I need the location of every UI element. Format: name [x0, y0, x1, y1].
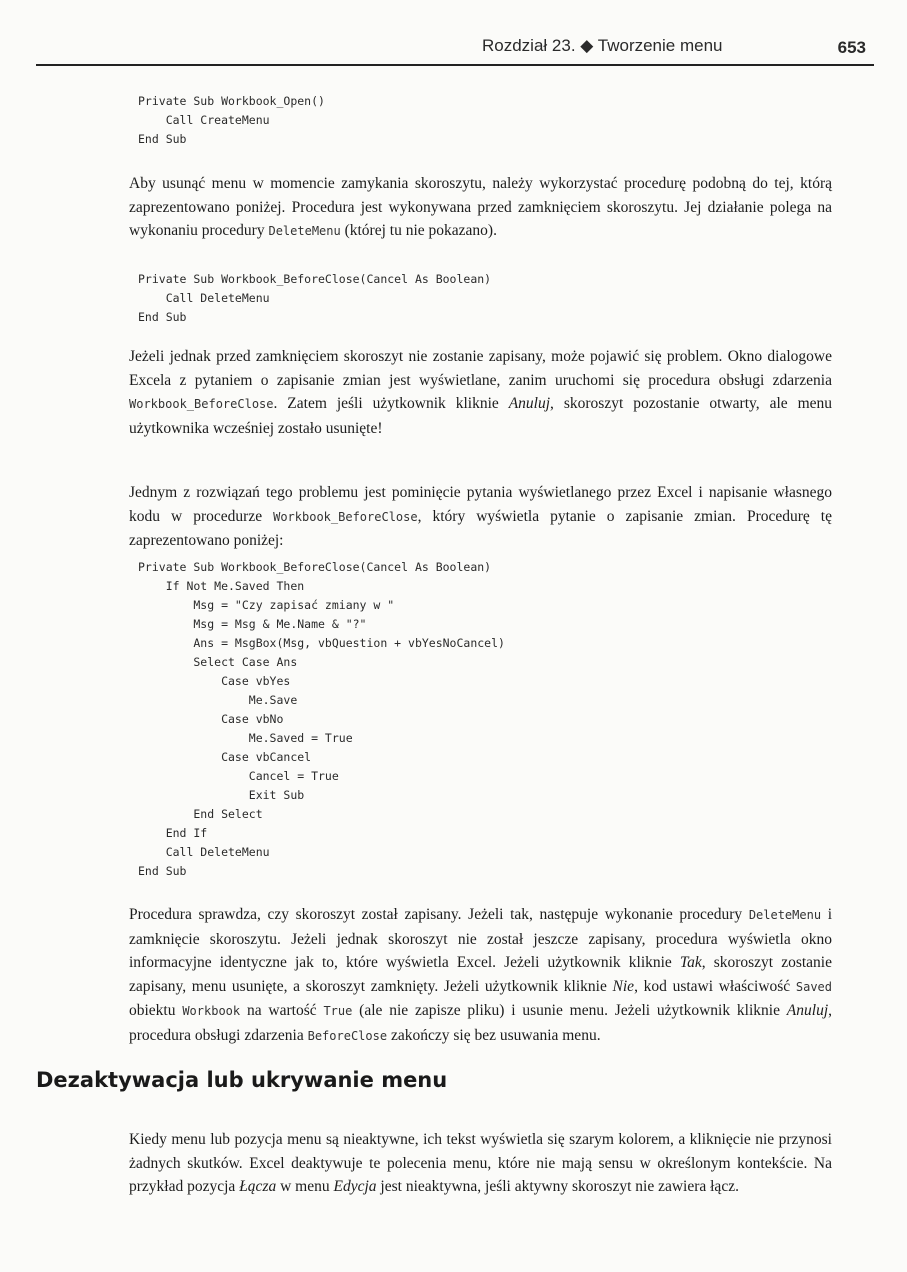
text: obiektu [129, 1002, 183, 1019]
code-ref: Saved [795, 979, 832, 994]
page-number: 653 [837, 38, 866, 57]
code-listing-before-close-simple: Private Sub Workbook_BeforeClose(Cancel As Boolean) Call DeleteMenu End Sub [138, 272, 492, 324]
code-listing-before-close-full: Private Sub Workbook_BeforeClose(Cancel As Boolean) If Not Me.Saved Then Msg = "Czy zapisać zmiany w " Msg = Msg & Me.Name & "?" Ans = MsgBox(Msg, vbQuestion + vbYesNoCancel) Select Case Ans Case vbYes Me.Save Case vbNo Me.Saved = True Case vbCancel Cancel = True Exit Sub End Select End If Call DeleteMenu End Sub [138, 560, 505, 878]
text: (której tu nie pokazano). [340, 222, 497, 239]
text: , kod ustawi właściwość [634, 977, 796, 995]
code-ref: Workbook_BeforeClose [129, 397, 274, 411]
text: . Zatem jeśli użytkownik kliknie [273, 395, 509, 412]
ui-term: Anuluj [508, 395, 551, 412]
paragraph-delete-menu-intro [129, 172, 832, 244]
text: , procedura obsługi zdarzenia [129, 1002, 833, 1044]
text: jest nieaktywna, jeśli aktywny skoroszyt nie zawiera łącz. [376, 1178, 739, 1195]
ui-term: Nie [612, 977, 635, 995]
text: Jednym z rozwiązań tego problemu jest pominięcie pytania wyświetlanego przez Excel i napisanie własnego kodu w procedurze [129, 484, 832, 525]
paragraph-solution-intro [129, 481, 832, 553]
text: w menu [276, 1178, 334, 1195]
code-ref: Workbook [182, 1004, 241, 1018]
ui-term: Anuluj [786, 1002, 829, 1019]
code-ref: BeforeClose [307, 1028, 388, 1043]
code-listing-workbook-open: Private Sub Workbook_Open() Call CreateMenu End Sub [138, 94, 325, 146]
section-heading: Dezaktywacja lub ukrywanie menu [36, 1068, 448, 1092]
paragraph-procedure-explanation [129, 903, 832, 1048]
text: na wartość [240, 1002, 324, 1019]
running-header [36, 30, 874, 66]
text: , który wyświetla pytanie o zapisanie zmian. Procedurę tę zaprezentowano poniżej: [129, 507, 832, 549]
paragraph-disabled-menus [129, 1128, 832, 1199]
text: Procedura sprawdza, czy skoroszyt został zapisany. Jeżeli tak, następuje wykonanie procedury [129, 906, 749, 923]
chapter-title: Rozdział 23. ◆ Tworzenie menu [482, 36, 723, 55]
text: , skoroszyt pozostanie otwarty, ale menu użytkownika wcześniej zostało usunięte! [129, 395, 832, 437]
code-ref: True [323, 1004, 353, 1018]
code-ref: Workbook_BeforeClose [273, 509, 418, 524]
ui-term: Łącza [239, 1178, 277, 1195]
code-ref: DeleteMenu [748, 908, 822, 922]
text: i zamknięcie skoroszytu. Jeżeli jednak skoroszyt nie został jeszcze zapisany, procedura wyświetla okno informacyjne identyczne jak to, które wyświetla Excel. Jeżeli użytkownik kliknie [129, 906, 832, 971]
text: , skoroszyt zostanie zapisany, menu usunięte, a skoroszyt zamknięty. Jeżeli użytkownik kliknie [129, 954, 832, 995]
code-ref: DeleteMenu [268, 224, 341, 238]
text: Kiedy menu lub pozycja menu są nieaktywne, ich tekst wyświetla się szarym kolorem, a kliknięcie nie przynosi żadnych skutków. Excel deaktywuje te polecenia menu, które nie mają sensu w określonym kontekście. Na przykład pozycja [129, 1131, 832, 1195]
text: Aby usunąć menu w momencie zamykania skoroszytu, należy wykorzystać procedurę podobną do tej, którą zaprezentowano poniżej. Procedura jest wykonywana przed zamknięciem skoroszytu. Jej działanie polega na wykonaniu procedury [129, 175, 832, 239]
ui-term: Edycja [333, 1178, 377, 1195]
text: zakończy się bez usuwania menu. [387, 1026, 601, 1044]
paragraph-save-problem [129, 345, 832, 440]
ui-term: Tak [679, 954, 702, 971]
text: (ale nie zapisze pliku) i usunie menu. Jeżeli użytkownik kliknie [352, 1002, 787, 1019]
text: Jeżeli jednak przed zamknięciem skoroszyt nie zostanie zapisany, może pojawić się problem. Okno dialogowe Excela z pytaniem o zapisanie zmian jest wyświetlane, zanim uruchomi się procedura obsługi zdarzenia [129, 348, 832, 389]
